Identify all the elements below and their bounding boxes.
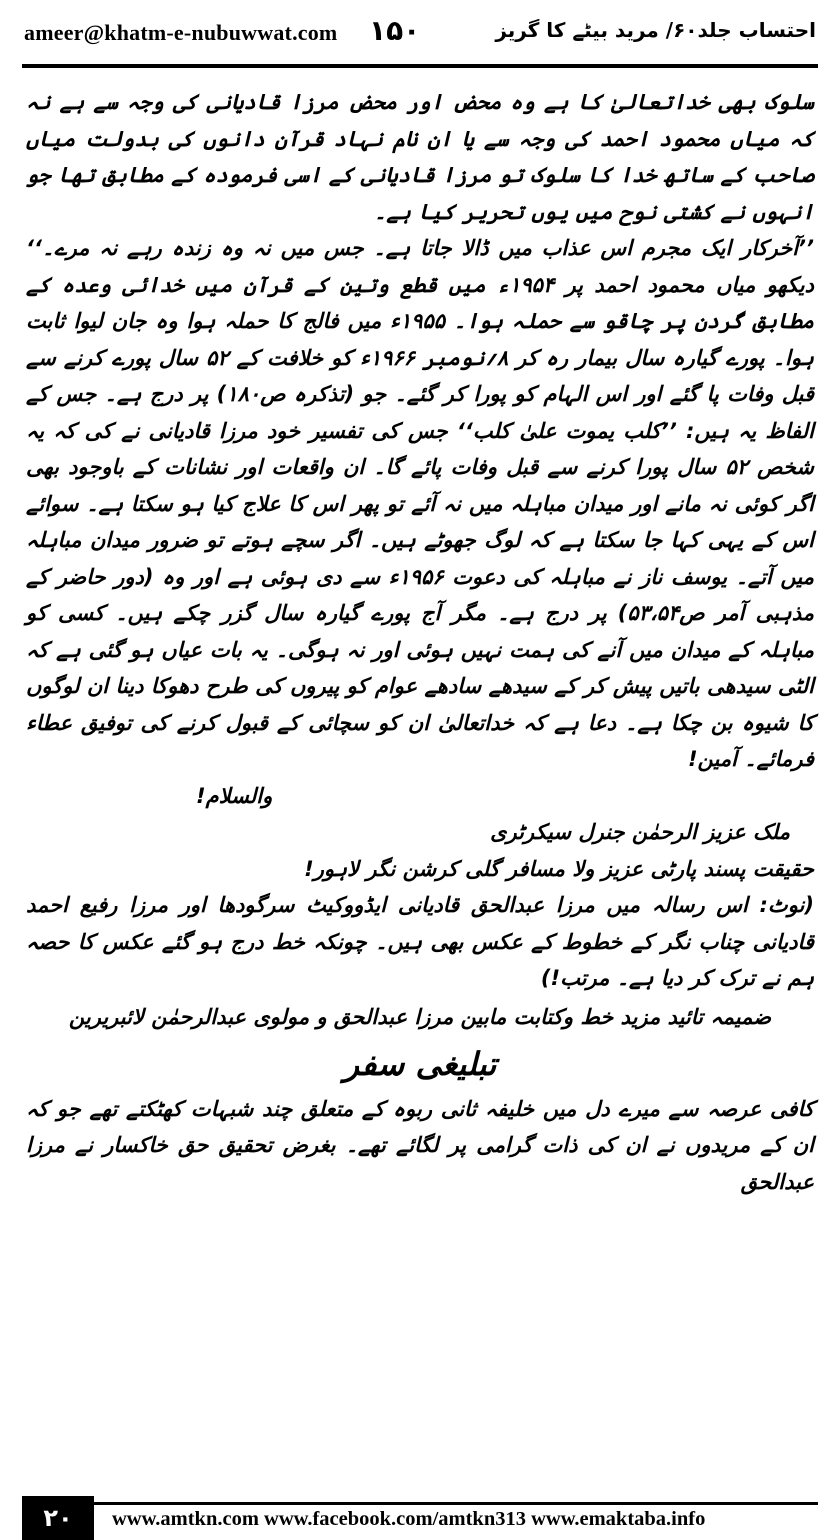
footer-rule [22, 1502, 818, 1505]
salutation-row [26, 778, 814, 815]
salutation: والسلام! [196, 783, 273, 808]
footer-links: www.amtkn.com www.facebook.com/amtkn313 www.emaktaba.info [112, 1508, 706, 1530]
signature-org: حقیقت پسند پارٹی عزیز ولا مسافر گلی کرشن نگر لاہور! [304, 856, 814, 881]
editor-note: (نوٹ: اس رسالہ میں مرزا عبدالحق قادیانی ایڈووکیٹ سرگودھا اور مرزا رفیع احمد قادیانی چناب نگر کے خطوط کے عکس بھی ہیں۔ چونکہ خط درج ہو گئے عکس کا حصہ ہم نے ترک کر دیا ہے۔ مرتب!) [26, 893, 814, 990]
page-header [24, 14, 816, 58]
running-title: احتساب جلد۶۰/ مرید بیٹے کا گریز [495, 18, 816, 42]
header-email: ameer@khatm-e-nubuwwat.com [24, 20, 338, 45]
appendix-heading: ضمیمہ تائید مزید خط وکتابت مابین مرزا عبدالحق و مولوی عبدالرحمٰن لائبریرین [68, 1004, 772, 1029]
page-body [26, 84, 814, 1200]
footer-page-number: ۲۰ [22, 1496, 94, 1540]
signature-name: ملک عزیز الرحمٰن جنرل سیکرٹری [490, 820, 790, 844]
section-title: تبلیغی سفر [343, 1044, 497, 1083]
paragraph-1: سلوک بھی خداتعالیٰ کا ہے وہ محض اور محض مرزا قادیانی کی وجہ سے ہے نہ کہ میاں محمود احمد کی وجہ سے یا ان نام نہاد قرآن دانوں کی بدولت میاں صاحب کے ساتھ خدا کا سلوک تو مرزا قادیانی کے اسی فرمودہ کے مطابق تھا جو انہوں نے کشتی نوح میں یوں تحریر کیا ہے۔ [26, 90, 814, 224]
paragraph-2: ’’آخرکار ایک مجرم اس عذاب میں ڈالا جاتا ہے۔ جس میں نہ وہ زندہ رہے نہ مرے۔‘‘ دیکھو میاں محمود احمد پر ۱۹۵۴ء میں قطع وتین کے قرآن میں خدائی وعدہ کے مطابق گردن پر چاقو سے حملہ ہوا۔ ۱۹۵۵ء میں فالج کا حملہ ہوا وہ جان لیوا ثابت ہوا۔ پورے گیارہ سال بیمار رہ کر ۸؍نومبر ۱۹۶۶ء کو خلافت کے ۵۲ سال پورے کرنے سے قبل وفات پا گئے اور اس الہام کو پورا کر گئے۔ جو (تذکرہ ص۱۸۰) پر درج ہے۔ جس کے الفاظ یہ ہیں: ’’کلب یموت علیٰ کلب‘‘ جس کی تفسیر خود مرزا قادیانی نے کی کہ یہ شخص ۵۲ سال پورا کرنے سے قبل وفات پائے گا۔ ان واقعات اور نشانات کے باوجود بھی اگر کوئی نہ مانے اور میدان مباہلہ میں نہ آئے تو پھر اس کا علاج کیا ہو سکتا ہے۔ سوائے اس کے یہی کہا جا سکتا ہے کہ لوگ جھوٹے ہیں۔ اگر سچے ہوتے تو ضرور میدان مباہلہ میں آتے۔ یوسف ناز نے مباہلہ کی دعوت ۱۹۵۶ء سے دی ہوئی ہے اور وہ (دور حاضر کے مذہبی آمر ص۵۳،۵۴) پر درج ہے۔ مگر آج پورے گیارہ سال گزر چکے ہیں۔ کسی کو مباہلہ کے میدان میں آنے کی ہمت نہیں ہوئی اور نہ ہوگی۔ یہ بات عیاں ہو گئی ہے کہ الٹی سیدھی باتیں پیش کر کے سیدھے سادھے عوام کو پیروں کی طرح دھوکا دینا ان لوگوں کا شیوہ بن چکا ہے۔ دعا ہے کہ خداتعالیٰ ان کو سچائی کے قبول کرنے کی توفیق عطاء فرمائے۔ آمین! [26, 236, 815, 771]
header-rule [22, 64, 818, 68]
paragraph-3: کافی عرصہ سے میرے دل میں خلیفہ ثانی ربوہ کے متعلق چند شبہات کھٹکتے تھے جو کہ ان کے مریدوں نے ان کی ذات گرامی پر لگائے تھے۔ بغرض تحقیق حق خاکسار نے مرزا عبدالحق [26, 1096, 814, 1194]
header-page-number: ۱۵۰ [369, 14, 421, 47]
